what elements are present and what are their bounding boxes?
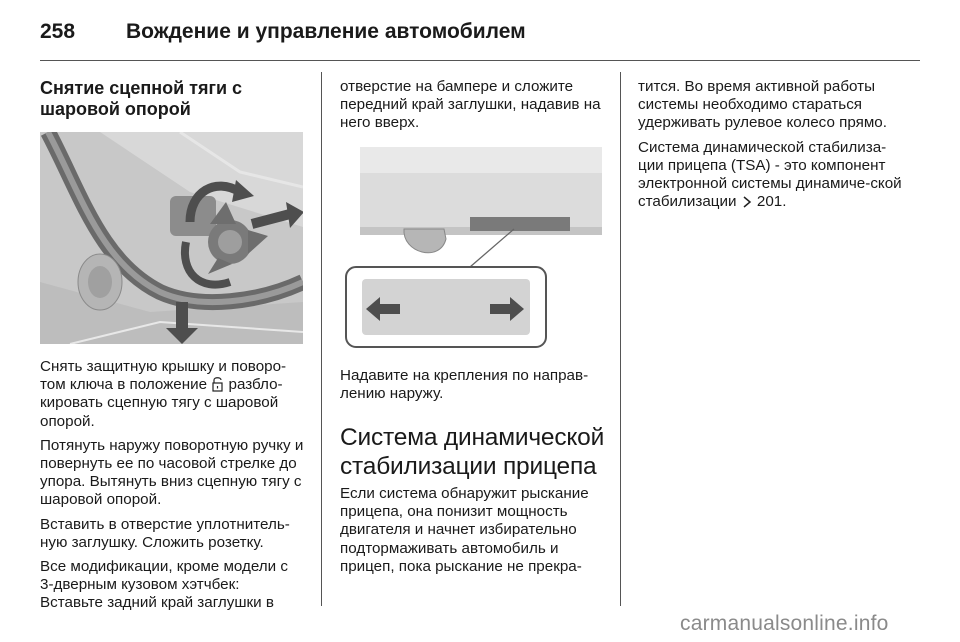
page-title: Вождение и управление автомобилем bbox=[126, 20, 526, 43]
paragraph-4: Все модификации, кроме модели с 3-дверным кузовом хэтчбек: Вставьте задний край заглушки в bbox=[40, 558, 288, 612]
paragraph-2: Потянуть наружу поворотную ручку и повернуть ее по часовой стрелке до упора. Вытянуть вниз сцепную тягу с шаровой опорой. bbox=[40, 436, 304, 509]
paragraph-tsa-1: Если система обнаружит рыскание прицепа, она понизит мощность двигателя и начнет избирательно подтормаживать автомобиль и прицеп, пока рыскание не прекра- bbox=[340, 485, 589, 575]
column-2 bbox=[340, 78, 608, 582]
page-header bbox=[40, 14, 920, 54]
paragraph-continued: отверстие на бампере и сложите передний край заглушки, надавив на него вверх. bbox=[340, 78, 601, 132]
column-1 bbox=[40, 78, 305, 619]
subsection-heading bbox=[40, 78, 305, 120]
paragraph-3: Вставить в отверстие уплотнитель-ную заглушку. Сложить розетку. bbox=[40, 515, 290, 551]
paragraph-tsa-2: тится. Во время активной работы системы необходимо стараться удерживать рулевое колесо прямо. bbox=[638, 78, 887, 132]
column-divider-2 bbox=[620, 72, 621, 606]
section-heading-tsa: Система динамической стабилизации прицепа bbox=[340, 424, 605, 481]
page-reference-link[interactable]: 201. bbox=[756, 193, 787, 211]
header-divider bbox=[40, 60, 920, 61]
page-number: 258 bbox=[40, 20, 76, 43]
unlock-icon bbox=[212, 376, 223, 392]
paragraph-1: Снять защитную крышку и поворо-том ключа в положение разбло-кировать сцепную тягу с шаровой опорой. bbox=[40, 358, 287, 430]
bumper-plug-illustration bbox=[340, 143, 602, 351]
paragraph-tsa-3: Система динамической стабилиза-ции прицепа (TSA) - это компонент электронной системы динамиче-ской стабилизации 201. bbox=[638, 138, 902, 211]
tow-bar-illustration bbox=[40, 132, 303, 344]
subsection-heading-line-2: шаровой опорой bbox=[40, 99, 191, 119]
page-reference-arrow-icon bbox=[742, 195, 752, 209]
column-3 bbox=[638, 78, 906, 217]
watermark: carmanualsonline.info bbox=[680, 612, 889, 635]
subsection-heading-line-1: Снятие сцепной тяги с bbox=[40, 78, 243, 98]
column-divider-1 bbox=[321, 72, 322, 606]
figure-caption: Надавите на крепления по направ-лению наружу. bbox=[340, 366, 589, 402]
